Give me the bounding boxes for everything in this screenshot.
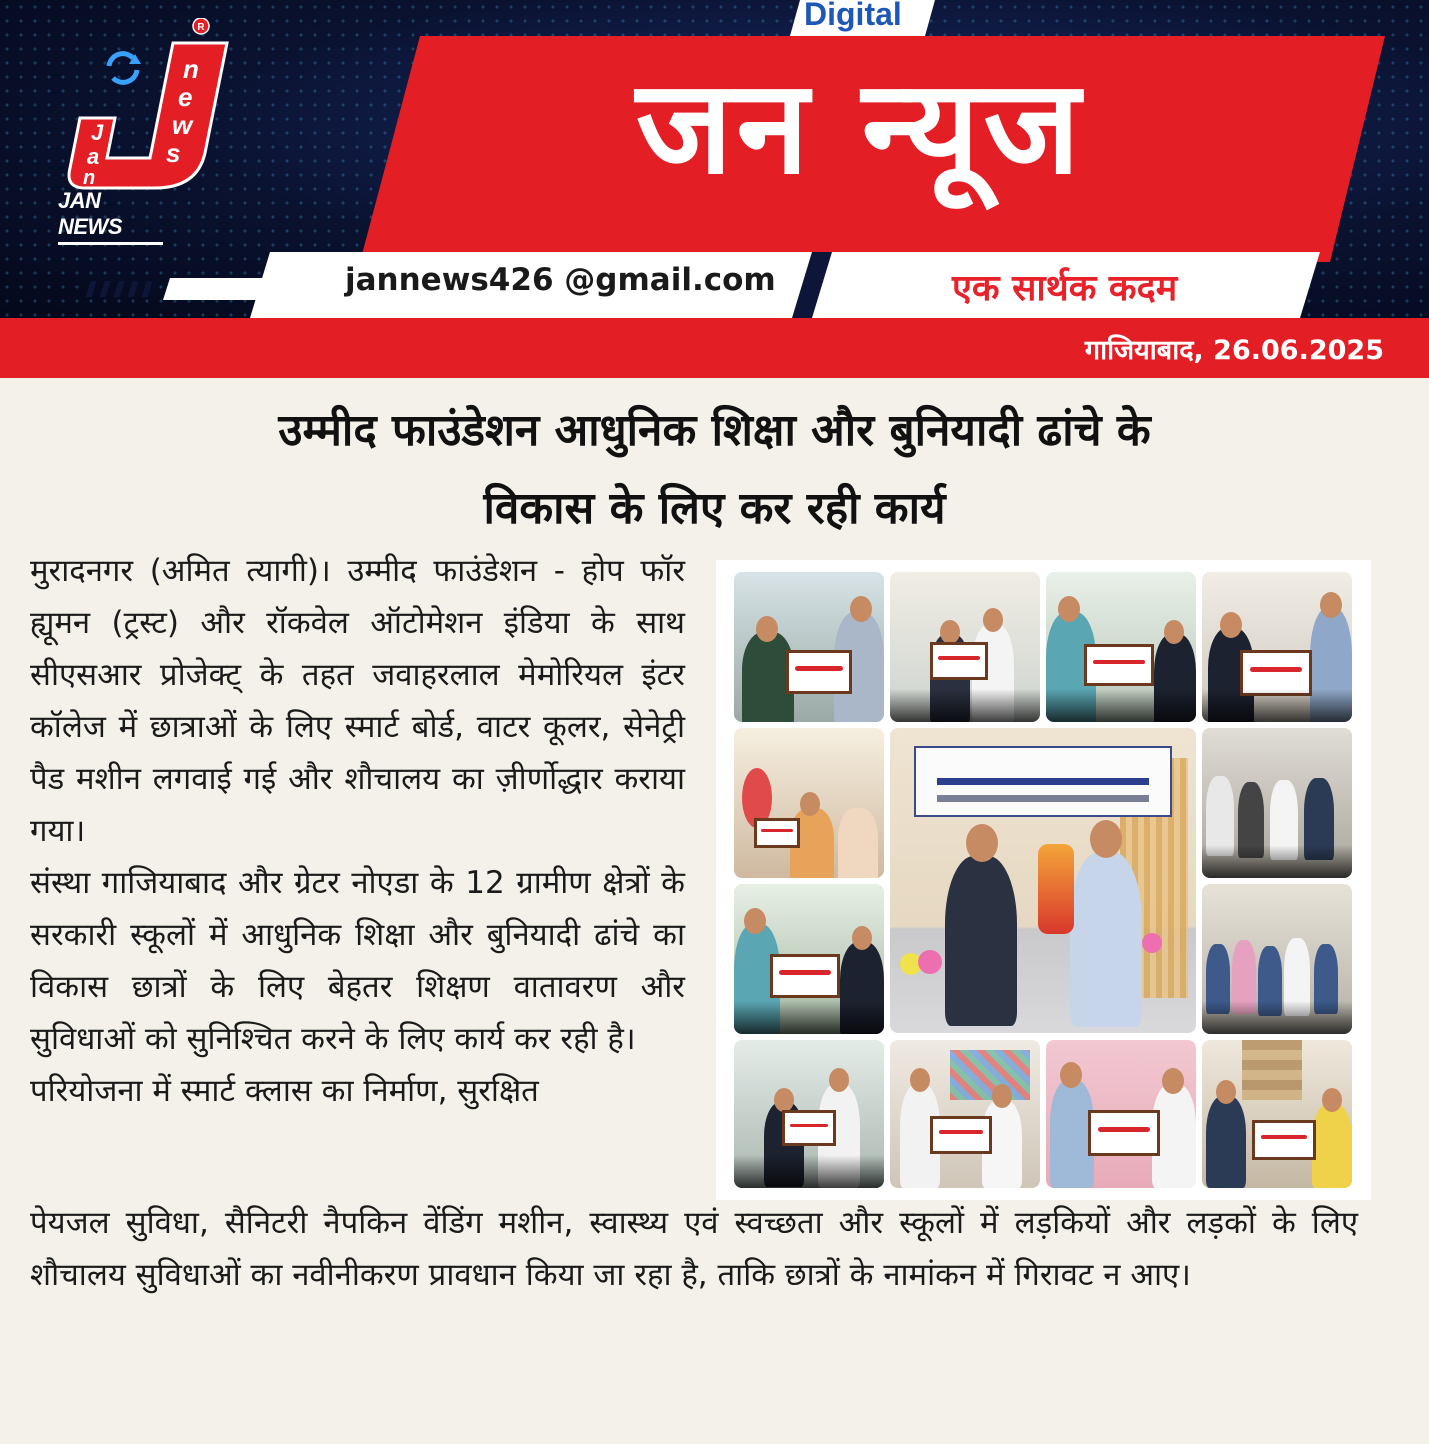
event-photo [734,572,884,722]
photo-collage [716,560,1371,1200]
article-paragraph-2: संस्था गाजियाबाद और ग्रेटर नोएडा के 12 ग्रामीण क्षेत्रों के सरकारी स्कूलों में आधुनिक शिक्षा और बुनियादी ढांचे का विकास छात्रों के लिए बेहतर शिक्षण वातावरण और सुविधाओं को सुनिश्चित करने के लिए कार्य कर रही है। [30,865,685,1057]
contact-email[interactable]: jannews426 @gmail.com [345,262,776,298]
logo-caption: JAN NEWS [58,188,163,245]
svg-text:J: J [91,120,104,145]
event-photo [1202,728,1352,878]
article-left-column [30,545,685,1117]
dateline-bar [0,318,1429,378]
svg-text:a: a [87,144,100,169]
article-full-width [30,1197,1358,1301]
svg-text:n: n [83,167,96,189]
svg-text:s: s [166,138,181,168]
svg-text:n: n [183,54,199,84]
article-paragraph-3-rest: पेयजल सुविधा, सैनिटरी नैपकिन वेंडिंग मशीन, स्वास्थ्य एवं स्वच्छता और स्कूलों में लड़कियों और लड़कों के लिए शौचालय सुविधाओं का नवीनीकरण प्रावधान किया जा रहा है, ताकि छात्रों के नामांकन में गिरावट न आए। [30,1205,1358,1293]
event-photo [734,1040,884,1188]
svg-text:w: w [172,110,193,140]
event-photo [890,572,1040,722]
tagline: एक सार्थक कदम [952,268,1178,309]
article-headline [40,392,1389,548]
article-paragraph-3-start: परियोजना में स्मार्ट क्लास का निर्माण, सुरक्षित [30,1073,539,1109]
masthead-title: जन न्यूज [635,51,1085,203]
headline-line-1: उम्मीद फाउंडेशन आधुनिक शिक्षा और बुनियादी ढांचे के [278,405,1151,456]
digital-label: Digital [804,0,902,32]
event-photo [1202,1040,1352,1188]
event-photo [890,1040,1040,1188]
event-photo-main [890,728,1196,1033]
svg-text:R: R [197,22,205,33]
event-photo [1202,572,1352,722]
event-photo [1202,884,1352,1034]
masthead-header [0,0,1429,318]
event-photo [1046,1040,1196,1188]
svg-text:e: e [178,82,193,112]
event-photo [734,728,884,878]
event-photo [734,884,884,1034]
headline-line-2: विकास के लिए कर रही कार्य [483,483,946,534]
event-photo [1046,572,1196,722]
article-paragraph-1: मुरादनगर (अमित त्यागी)। उम्मीद फाउंडेशन - होप फॉर ह्यूमन (ट्रस्ट) और रॉकवेल ऑटोमेशन इंडिया के साथ सीएसआर प्रोजेक्ट् के तहत जवाहरलाल मेमोरियल इंटर कॉलेज में छात्राओं के लिए स्मार्ट बोर्ड, वाटर कूलर, सेनेट्री पैड मशीन लगवाई गई और शौचालय का ज़ीर्णोद्धार कराया गया। [30,553,685,849]
place-and-date: गाजियाबाद, 26.06.2025 [1084,335,1384,366]
